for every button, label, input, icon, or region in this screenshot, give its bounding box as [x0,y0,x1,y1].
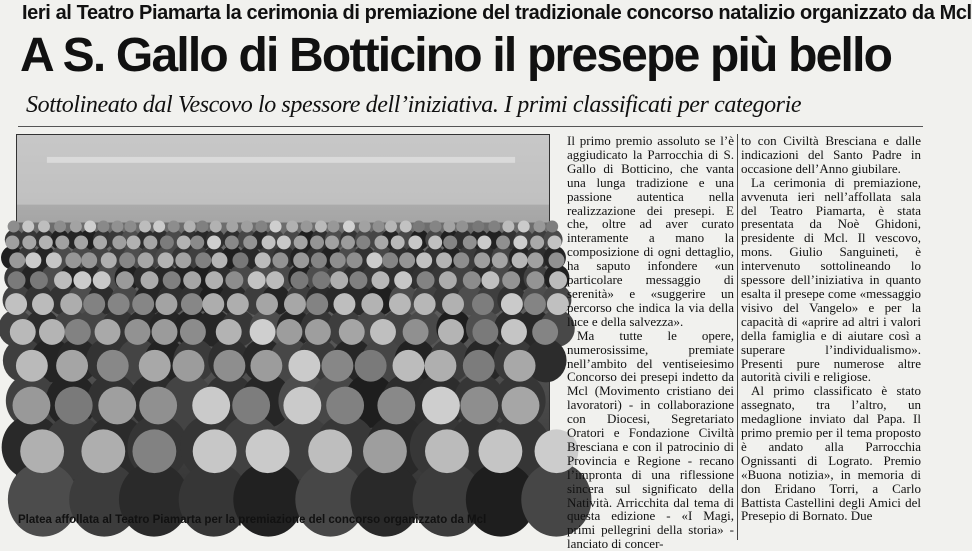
crowd-head [424,350,456,382]
crowd-head [226,221,238,233]
crowd-head [385,221,397,233]
crowd-head [266,271,284,289]
crowd-head [355,350,387,382]
crowd-head [124,221,136,233]
crowd-head [472,319,498,345]
crowd-head [232,387,270,425]
crowd-head [327,221,339,233]
crowd-head [518,221,530,233]
crowd-head [301,221,313,233]
crowd-head [38,221,50,233]
crowd-head [270,221,282,233]
crowd-head [181,293,203,315]
crowd-head [436,252,452,268]
crowd-head [306,293,328,315]
crowd-head [54,271,72,289]
crowd-head [84,221,96,233]
crowd-head [233,252,249,268]
crowd-head [393,350,425,382]
crowd-head [39,235,53,249]
crowd-head [478,429,522,473]
crowd-head [216,319,242,345]
crowd-head [175,252,191,268]
paragraph: to con Civiltà Bresciana e dalle indicazioni del Santo Padre in occasione dell’Anno giubilare. [741,133,921,176]
crowd-head [225,271,243,289]
crowd-head [463,235,477,249]
crowd-head [284,293,306,315]
crowd-head [356,235,370,249]
crowd-head [534,221,546,233]
crowd-head [108,293,130,315]
crowd-head [366,252,382,268]
crowd-head [548,235,562,249]
paragraph: Al primo classificato è stato assegnato, tra l’altro, un medaglione inviato dal Papa. Il primo premio per il tema proposto è andato alla Parrocchia Ognissanti di Lograto. Premio «Buona notizia», in memoria di don Eridano Torri, a Carlo Battista Castellini degli Amici del Presepio di Bornato. Due [741,383,921,524]
crowd-head [22,235,36,249]
paragraph: Il primo premio assoluto se l’è aggiudicato la Parrocchia di S. Gallo di Botticino, che vanta una lunga tradizione e una passione autentica nella realizzazione dei presepi. E che, oltre ad aver curato interamente a mano la composizione di ogni dettaglio, ha saputo infondere «un particolare messaggio di serenità» e «suggerire un percorso che indica la via della luce e della salvezza». [567,133,734,329]
crowd-head [101,252,117,268]
crowd-head [524,293,546,315]
crowd-head [443,235,457,249]
crowd-head [370,319,396,345]
crowd-head [456,221,468,233]
crowd-head [439,271,457,289]
crowd-head [363,429,407,473]
crowd-head [160,235,174,249]
crowd-head [158,252,174,268]
crowd-head [56,350,88,382]
crowd-head [192,387,230,425]
crowd-head [502,387,540,425]
crowd-head [472,221,484,233]
crowd-head [501,319,527,345]
crowd-head [321,350,353,382]
crowd-head [389,293,411,315]
crowd-head [311,252,327,268]
crowd-head [195,252,211,268]
crowd-head [413,221,425,233]
crowd-head [46,252,62,268]
crowd-head [310,235,324,249]
article-photo [16,134,550,506]
crowd-head [305,319,331,345]
crowd-head [116,271,134,289]
crowd-head [8,221,20,233]
crowd-head [207,235,221,249]
crowd-head [425,429,469,473]
crowd-head [65,319,91,345]
crowd-head [173,350,205,382]
crowd-head [315,221,327,233]
crowd-head [139,221,151,233]
crowd-head [39,319,65,345]
crowd-head [359,221,371,233]
crowd-head [481,271,499,289]
crowd-head [250,350,282,382]
crowd-head [414,293,436,315]
crowd-head [127,235,141,249]
crowd-head [326,387,364,425]
crowd-head [213,350,245,382]
crowd-head [453,252,469,268]
crowd-head [496,235,510,249]
crowd-head [277,235,291,249]
crowd-head [210,221,222,233]
crowd-head [155,293,177,315]
crowd-head [93,235,107,249]
crowd-head [474,252,490,268]
crowd-head [430,221,442,233]
crowd-head [256,293,278,315]
crowd-head [70,221,82,233]
crowd-head [325,235,339,249]
crowd-head [528,252,544,268]
crowd-head [54,221,66,233]
crowd-head [211,252,227,268]
crowd-head [276,319,302,345]
crowd-head [501,293,523,315]
crowd-head [255,221,267,233]
crowd-head [546,221,558,233]
crowd-head [549,252,565,268]
crowd-head [227,293,249,315]
crowd-head [243,235,257,249]
crowd-head [391,235,405,249]
crowd-head [416,252,432,268]
crowd-head [196,221,208,233]
paragraph: La cerimonia di premiazione, avvenuta ieri nell’affollata sala del Teatro Piamarta, è stata presentata da Noè Ghidoni, presidente di Mcl. Il vescovo, mons. Giulio Sanguineti, è intervenuto sottolineando lo spessore dell’iniziativa in quanto esalta il presepe come «messaggio visivo del Vangelo» e per la capacità di «aprire ad altri i valori della famiglia e di aiutare così a superare l’individualismo». Presenti pure numerose altre autorità civili e religiose. [741,174,921,385]
crowd-head [349,271,367,289]
crowd-head [81,429,125,473]
crowd-head [65,252,81,268]
crowd-head [502,221,514,233]
article-column-1 [567,133,734,551]
crowd-head [132,293,154,315]
crowd-head [112,235,126,249]
crowd-head [152,319,178,345]
crowd-head [241,221,253,233]
crowd-head [13,387,51,425]
crowd-head [549,271,567,289]
crowd-head [472,293,494,315]
crowd-head [513,235,527,249]
crowd-head [74,235,88,249]
crowd-head [333,293,355,315]
crowd-head [250,319,276,345]
crowd-head [330,271,348,289]
crowd-head [361,293,383,315]
crowd-head [262,235,276,249]
crowd-head [138,252,154,268]
column-divider [737,134,738,540]
crowd-head [400,221,412,233]
crowd-head [422,387,460,425]
crowd-head [5,293,27,315]
article-kicker: Ieri al Teatro Piamarta la cerimonia di premiazione del tradizionale concorso natalizio organizzato da Mcl [22,2,972,24]
crowd-head [382,252,398,268]
crowd-head [343,221,355,233]
crowd-head [286,221,298,233]
crowd-head [81,252,97,268]
crowd-head [308,429,352,473]
crowd-head [532,319,558,345]
crowd-head [119,252,135,268]
header-divider [18,126,923,127]
crowd-head [98,387,136,425]
crowd-head [97,350,129,382]
crowd-head [526,271,544,289]
crowd-head [347,252,363,268]
crowd-head [288,350,320,382]
article-column-2 [741,134,921,540]
crowd-head [463,271,481,289]
crowd-head [55,387,93,425]
crowd-head [55,235,69,249]
crowd-head [408,235,422,249]
crowd-head [403,319,429,345]
crowd-head [111,221,123,233]
crowd-head [190,235,204,249]
crowd-head [374,235,388,249]
crowd-head [83,293,105,315]
crowd-head [294,235,308,249]
crowd-head [139,387,177,425]
crowd-head [330,252,346,268]
crowd-head [16,350,48,382]
crowd-head [163,271,181,289]
crowd-head [153,221,165,233]
crowd-head [283,387,321,425]
crowd-head [143,235,157,249]
crowd-head [95,319,121,345]
crowd-head [428,235,442,249]
crowd-head [255,252,271,268]
crowd-head [8,271,26,289]
crowd-head [32,293,54,315]
crowd-head [394,271,412,289]
crowd-head [60,293,82,315]
crowd-head [5,235,19,249]
crowd-head [246,429,290,473]
crowd-head [97,221,109,233]
crowd-head [312,271,330,289]
crowd-head [10,319,36,345]
crowd-head [504,350,536,382]
crowd-head [290,271,308,289]
crowd-head [184,221,196,233]
crowd-head [125,319,151,345]
crowd-head [417,271,435,289]
article-headline: A S. Gallo di Botticino il presepe più bello [20,29,892,82]
crowd-head [25,252,41,268]
crowd-head [512,252,528,268]
crowd-head [463,350,495,382]
crowd-head [460,387,498,425]
crowd-head [488,221,500,233]
crowd-head [372,271,390,289]
crowd-head [377,387,415,425]
crowd-head [132,429,176,473]
crowd-head [477,235,491,249]
crowd-head [442,293,464,315]
paragraph: Ma tutte le opere, numerosissime, premiate nell’ambito del ventiseiesimo Concorso dei presepi indetto da Mcl (Movimento cristiano dei lavoratori) - in collaborazione con Diocesi, Segretariato Oratori e Fondazione Civiltà Bresciana e con il patrocinio di Provincia e Regione - recano l’impronta di una riflessione sincera sul significato della Natività. Arricchita dal tema di questa edizione - «I Magi, primi pellegrini della storia» - lanciato di concer- [567,327,734,551]
audience-photo-illustration [17,135,549,505]
crowd-head [141,271,159,289]
crowd-head [202,293,224,315]
crowd-head [22,221,34,233]
crowd-head [373,221,385,233]
article-subheadline: Sottolineato dal Vescovo lo spessore dell’iniziativa. I primi classificati per categorie [26,92,802,118]
crowd-head [225,235,239,249]
crowd-head [180,319,206,345]
crowd-head [438,319,464,345]
crowd-head [205,271,223,289]
crowd-head [168,221,180,233]
crowd-head [443,221,455,233]
crowd-head [492,252,508,268]
crowd-head [73,271,91,289]
crowd-head [502,271,520,289]
crowd-head [339,319,365,345]
crowd-head [30,271,48,289]
crowd-head [183,271,201,289]
crowd-head [93,271,111,289]
crowd-head [248,271,266,289]
crowd-head [20,429,64,473]
crowd-head [193,429,237,473]
photo-caption: Platea affollata al Teatro Piamarta per la premiazione del concorso organizzato da Mcl [18,514,487,526]
crowd-head [293,252,309,268]
crowd-head [139,350,171,382]
crowd-head [341,235,355,249]
crowd-head [547,293,569,315]
crowd-head [399,252,415,268]
crowd-head [9,252,25,268]
crowd-head [177,235,191,249]
crowd-head [272,252,288,268]
crowd-head [530,235,544,249]
